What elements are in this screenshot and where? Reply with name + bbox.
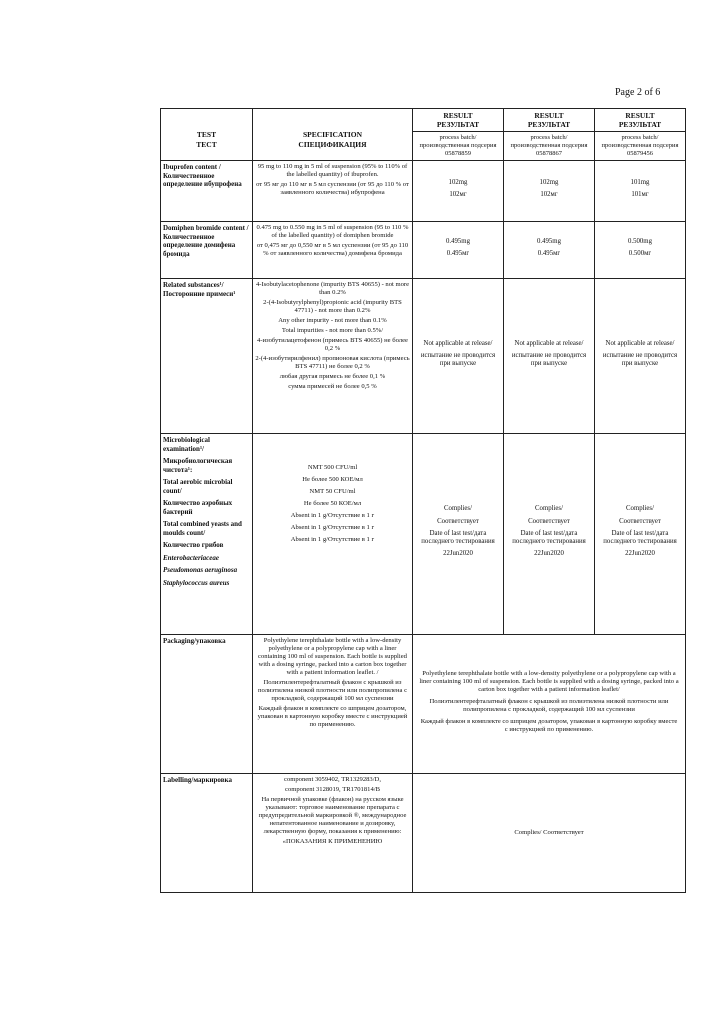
domiphen-row — [161, 222, 686, 279]
ibuprofen-spec: 95 mg to 110 mg in 5 ml of suspension (95% to 110% of the labelled quantity) of ibuprofen. от 95 мг до 110 мг в 5 мл суспензии (от 95 до 110 % от заявленного количества) ибупрофена — [253, 161, 413, 222]
domiphen-result-3: 0.500mg 0.500мг — [595, 222, 686, 279]
batch-1: process batch/ производственная подсерия 05878859 — [413, 132, 504, 161]
test-header: TEST ТЕСТ — [161, 109, 253, 161]
related-test: Related substances¹/ Посторонние примеси¹ — [161, 279, 253, 434]
result-header-1: RESULT РЕЗУЛЬТАТ — [413, 109, 504, 132]
labelling-test: Labelling/маркировка — [161, 774, 253, 893]
micro-test: Microbiological examination¹/ Микробиологическая чистота¹: Total aerobic microbial count/ Количество аэробных бактерий Total combined yeasts and moulds count/ Количество грибов Enterobacteriaceae Pseudomonas aeruginosa Staphylococcus aureus — [161, 434, 253, 635]
micro-result-3: Complies/ Соответствует Date of last test/дата последнего тестирования 22Jun2020 — [595, 434, 686, 635]
page-number: Page 2 of 6 — [615, 87, 661, 98]
ibuprofen-result-1: 102mg 102мг — [413, 161, 504, 222]
packaging-row — [161, 635, 686, 774]
related-result-1: Not applicable at release/ испытание не проводится при выпуске — [413, 279, 504, 434]
packaging-result: Polyethylene terephthalate bottle with a low-density polyethylene or a polypropylene cap with a liner containing 100 ml of suspension. Each bottle is supplied with a dosing syringe, packed into a carton box together with a patient information leaflet/ Полиэтилентерефталатный флакон с крышкой из полиэтилена низкой плотности или полипропилена с прокладкой, содержащий 100 мл суспензии Каждый флакон в комплекте со шприцем дозатором, упакован в картонную коробку вместе с инструкцией по применению. — [413, 635, 686, 774]
micro-row — [161, 434, 686, 635]
labelling-row — [161, 774, 686, 893]
labelling-spec: component 3059402, TR1329283/D, component 3128019, TR1701814/B На первичной упаковке (флакон) на русском языке указывают: торговое наименование препарата с предупредительной маркировкой ®, международное непатентованное наименование и дозировку, лекарственную форму, показания к применению: «ПОКАЗАНИЯ К ПРИМЕНЕНИЮ — [253, 774, 413, 893]
domiphen-spec: 0.475 mg to 0.550 mg in 5 ml of suspension (95 to 110 % of the labelled quantity) of domiphen bromide от 0,475 мг до 0,550 мг в 5 мл суспензии (от 95 до 110 % от заявленного количества) домифена бромида — [253, 222, 413, 279]
labelling-result: Complies/ Соответствует — [413, 774, 686, 893]
related-result-2: Not applicable at release/ испытание не проводится при выпуске — [504, 279, 595, 434]
related-result-3: Not applicable at release/ испытание не проводится при выпуске — [595, 279, 686, 434]
ibuprofen-result-2: 102mg 102мг — [504, 161, 595, 222]
spec-header: SPECIFICATION СПЕЦИФИКАЦИЯ — [253, 109, 413, 161]
domiphen-result-1: 0.495mg 0.495мг — [413, 222, 504, 279]
ibuprofen-row — [161, 161, 686, 222]
micro-result-1: Complies/ Соответствует Date of last test/дата последнего тестирования 22Jun2020 — [413, 434, 504, 635]
batch-2: process batch/ производственная подсерия 05878867 — [504, 132, 595, 161]
result-header-3: RESULT РЕЗУЛЬТАТ — [595, 109, 686, 132]
micro-spec: NMT 500 CFU/ml Не более 500 КОЕ/мл NMT 50 CFU/ml Не более 50 КОЕ/мл Absent in 1 g/Отсутствие в 1 г Absent in 1 g/Отсутствие в 1 г Absent in 1 g/Отсутствие в 1 г — [253, 434, 413, 635]
packaging-test: Packaging/упаковка — [161, 635, 253, 774]
packaging-spec: Polyethylene terephthalate bottle with a low-density polyethylene or a polypropylene cap with a liner containing 100 ml of suspension. Each bottle is supplied with a dosing syringe, packed into a carton box together with a patient information leaflet. / Полиэтилентерефталатный флакон с крышкой из полиэтилена низкой плотности или полипропилена с прокладкой, содержащий 100 мл суспензии Каждый флакон в комплекте со шприцем дозатором, упакован в картонную коробку вместе с инструкцией по применению. — [253, 635, 413, 774]
batch-3: process batch/ производственная подсерия 05879456 — [595, 132, 686, 161]
micro-result-2: Complies/ Соответствует Date of last test/дата последнего тестирования 22Jun2020 — [504, 434, 595, 635]
domiphen-result-2: 0.495mg 0.495мг — [504, 222, 595, 279]
ibuprofen-test: Ibuprofen content / Количественное определение ибупрофена — [161, 161, 253, 222]
header-row — [161, 109, 686, 132]
domiphen-test: Domiphen bromide content / Количественное определение домифена бромида — [161, 222, 253, 279]
related-row — [161, 279, 686, 434]
related-spec: 4-Isobutylacetophenone (impurity BTS 40655) - not more than 0.2% 2-(4-Isobutyrylphenyl)propionic acid (impurity BTS 47711) - not more than 0.2% Any other impurity - not more than 0.1% Total impurities - not more than 0.5%/ 4-изобутилацетофенон (примесь BTS 40655) не более 0,2 % 2-(4-изобутирилфенил) пропионовая кислота (примесь BTS 47711) не более 0,2 % любая другая примесь не более 0,1 % сумма примесей не более 0,5 % — [253, 279, 413, 434]
certificate-table — [160, 108, 686, 893]
ibuprofen-result-3: 101mg 101мг — [595, 161, 686, 222]
result-header-2: RESULT РЕЗУЛЬТАТ — [504, 109, 595, 132]
